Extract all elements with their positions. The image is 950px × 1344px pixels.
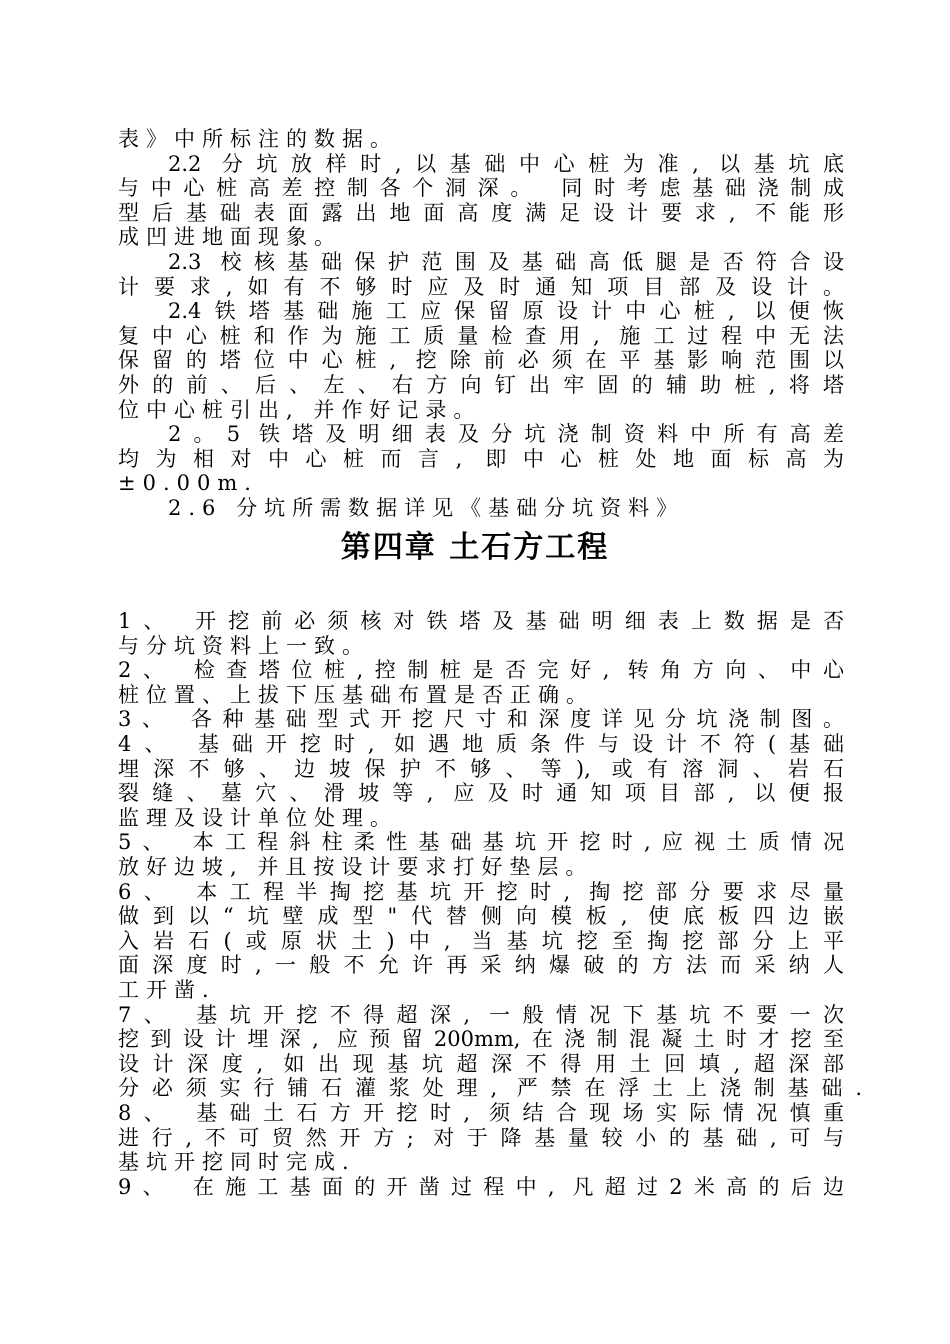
paragraph-line: 位中心桩引出, 并作好记录。 xyxy=(118,397,482,422)
paragraph-line: 4、 基础开挖时, 如遇地质条件与设计不符(基础 xyxy=(118,732,844,756)
paragraph-line: 2.6 分坑所需数据详见《基础分坑资料》 xyxy=(168,496,685,520)
paragraph-line: 基坑开挖同时完成. xyxy=(118,1150,356,1175)
chapter-heading: 第四章 土石方工程 xyxy=(340,530,610,565)
paragraph-line: 面深度时,一般不允许再采纳爆破的方法而采纳人 xyxy=(118,953,844,978)
paragraph-line: 2.4铁塔基础施工应保留原设计中心桩, 以便恢 xyxy=(168,299,844,324)
paragraph-line: 2.2 分坑放样时,以基础中心桩为准, 以基坑底 xyxy=(168,151,844,176)
paragraph-line: 设计深度, 如出现基坑超深不得用土回填,超深部 xyxy=(118,1051,844,1076)
paragraph-line: 1、 开挖前必须核对铁塔及基础明细表上数据是否 xyxy=(118,609,844,633)
paragraph-line: 监理及设计单位处理。 xyxy=(118,805,398,830)
paragraph-line: 9、 在施工基面的开凿过程中, 凡超过2米高的后边 xyxy=(118,1174,844,1199)
paragraph-line: 成凹进地面现象。 xyxy=(118,225,342,250)
paragraph-line: 6、 本工程半掏挖基坑开挖时, 掏挖部分要求尽量 xyxy=(118,879,844,904)
paragraph-line: 表》中所标注的数据。 xyxy=(118,127,398,151)
paragraph-line: 7、 基坑开挖不得超深, 一般情况下基坑不要一次 xyxy=(118,1002,844,1027)
paragraph-line: 外的前、后、左、右方向钉出牢固的辅助桩,将塔 xyxy=(118,373,844,397)
paragraph-line: 做到以“坑壁成型"代替侧向模板, 使底板四边嵌 xyxy=(118,904,844,929)
paragraph-line: 均为相对中心桩而言, 即中心桩处地面标高为 xyxy=(118,446,844,471)
paragraph-line: 5、 本工程斜柱柔性基础基坑开挖时,应视土质情况 xyxy=(118,830,844,855)
paragraph-line: 工开凿. xyxy=(118,978,216,1002)
paragraph-line: 计要求,如有不够时应及时通知项目部及设计。 xyxy=(118,274,844,299)
paragraph-line: 与中心桩高差控制各个洞深。 同时考虑基础浇制成 xyxy=(118,176,844,201)
paragraph-line: 2、 检查塔位桩,控制桩是否完好, 转角方向、中心 xyxy=(118,658,844,683)
paragraph-line: 2。5 铁塔及明细表及分坑浇制资料中所有高差 xyxy=(168,422,844,447)
paragraph-line: 型后基础表面露出地面高度满足设计要求, 不能形 xyxy=(118,200,844,225)
paragraph-line: ±0.00m. xyxy=(118,471,258,496)
paragraph-line: 入岩石(或原状土)中, 当基坑挖至掏挖部分上平 xyxy=(118,928,844,953)
paragraph-line: 裂缝、墓穴、滑坡等, 应及时通知项目部, 以便报 xyxy=(118,781,844,806)
paragraph-line: 复中心桩和作为施工质量检查用, 施工过程中无法 xyxy=(118,323,844,348)
paragraph-line: 8、 基础土石方开挖时, 须结合现场实际情况慎重 xyxy=(118,1101,844,1125)
paragraph-line: 桩位置、上拔下压基础布置是否正确。 xyxy=(118,682,594,707)
paragraph-line: 进行,不可贸然开方; 对于降基量较小的基础,可与 xyxy=(118,1125,844,1150)
paragraph-line: 与分坑资料上一致。 xyxy=(118,633,370,658)
paragraph-line: 放好边坡, 并且按设计要求打好垫层。 xyxy=(118,855,594,879)
paragraph-line: 挖到设计埋深, 应预留200mm,在浇制混凝土时才挖至 xyxy=(118,1027,844,1052)
paragraph-line: 保留的塔位中心桩, 挖除前必须在平基影响范围以 xyxy=(118,348,844,373)
paragraph-line: 3、 各种基础型式开挖尺寸和深度详见分坑浇制图。 xyxy=(118,707,844,732)
paragraph-line: 埋深不够、边坡保护不够、等), 或有溶洞、岩石 xyxy=(118,756,844,781)
paragraph-line: 2.3 校核基础保护范围及基础高低腿是否符合设 xyxy=(168,250,844,274)
paragraph-line: 分必须实行铺石灌浆处理, 严禁在浮土上浇制基础. xyxy=(118,1076,862,1101)
